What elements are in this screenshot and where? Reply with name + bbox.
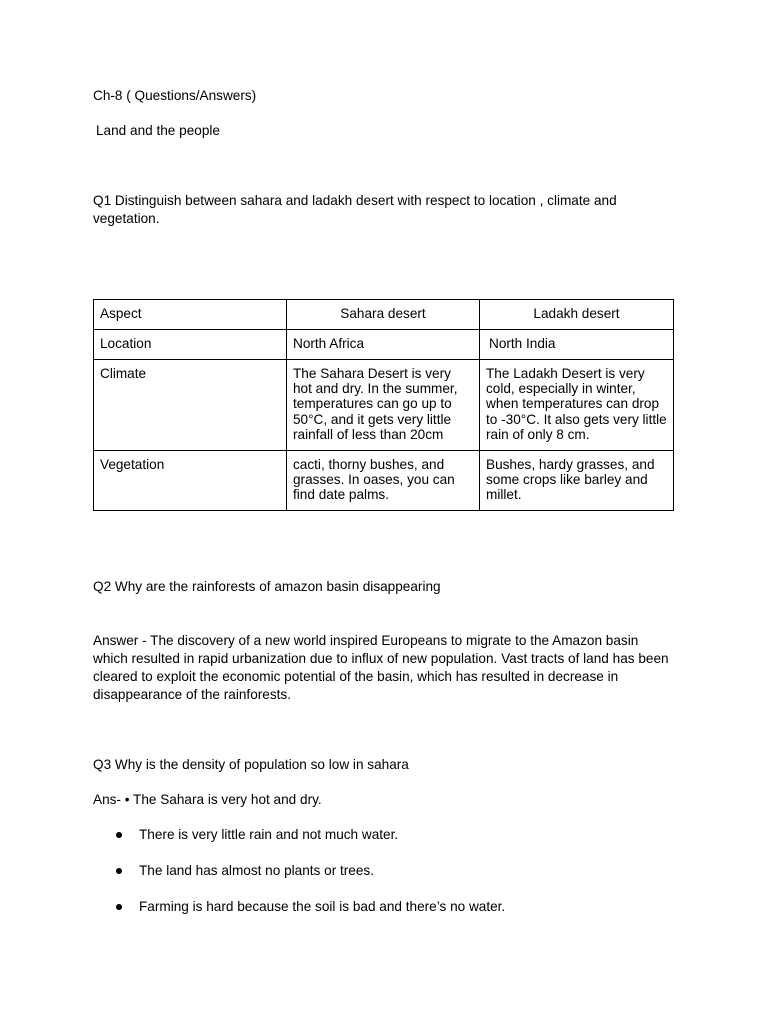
- answer-2: Answer - The discovery of a new world inspired Europeans to migrate to the Amazon basin which resulted in rapid urbanization due to influx of new population. Vast tracts of land has been cleared to exploit the economic potential of the basin, which has resulted in decrease in disappearance of the rainforests.: [93, 633, 669, 702]
- question-3: Q3 Why is the density of population so low in sahara: [93, 757, 409, 772]
- table-header-cell: Sahara desert: [287, 300, 480, 330]
- table-cell: cacti, thorny bushes, and grasses. In oases, you can find date palms.: [287, 451, 480, 511]
- question-1: Q1 Distinguish between sahara and ladakh desert with respect to location , climate and vegetation.: [93, 193, 617, 226]
- table-cell: The Ladakh Desert is very cold, especially in winter, when temperatures can drop to -30°C. It also gets very little rain of only 8 cm.: [480, 360, 674, 451]
- table-header-row: [94, 300, 674, 330]
- table-header-cell: Aspect: [94, 300, 287, 330]
- bullet-icon: [116, 832, 122, 838]
- table-cell: Vegetation: [94, 451, 287, 511]
- list-item-text: The land has almost no plants or trees.: [139, 863, 374, 878]
- chapter-title: Land and the people: [96, 123, 220, 138]
- table-header-cell: Ladakh desert: [480, 300, 674, 330]
- table-row: [94, 360, 674, 451]
- table-cell: North Africa: [287, 330, 480, 360]
- comparison-table: [93, 299, 674, 511]
- list-item-text: There is very little rain and not much water.: [139, 827, 399, 842]
- table-cell: Bushes, hardy grasses, and some crops like barley and millet.: [480, 451, 674, 511]
- list-item: [93, 862, 683, 880]
- answer-3-bullet-list: [93, 826, 683, 934]
- bullet-icon: [116, 904, 122, 910]
- answer-3-intro: Ans- • The Sahara is very hot and dry.: [93, 792, 322, 807]
- list-item-text: Farming is hard because the soil is bad and there’s no water.: [139, 899, 506, 914]
- list-item: [93, 826, 683, 844]
- bullet-icon: [116, 868, 122, 874]
- table-cell: The Sahara Desert is very hot and dry. In the summer, temperatures can go up to 50°C, and it gets very little rainfall of less than 20cm: [287, 360, 480, 451]
- chapter-heading: Ch-8 ( Questions/Answers): [93, 88, 257, 103]
- table-row: [94, 330, 674, 360]
- list-item: [93, 898, 683, 916]
- table-cell: Location: [94, 330, 287, 360]
- question-2: Q2 Why are the rainforests of amazon basin disappearing: [93, 579, 441, 594]
- table-cell: North India: [480, 330, 674, 360]
- table-cell: Climate: [94, 360, 287, 451]
- table-row: [94, 451, 674, 511]
